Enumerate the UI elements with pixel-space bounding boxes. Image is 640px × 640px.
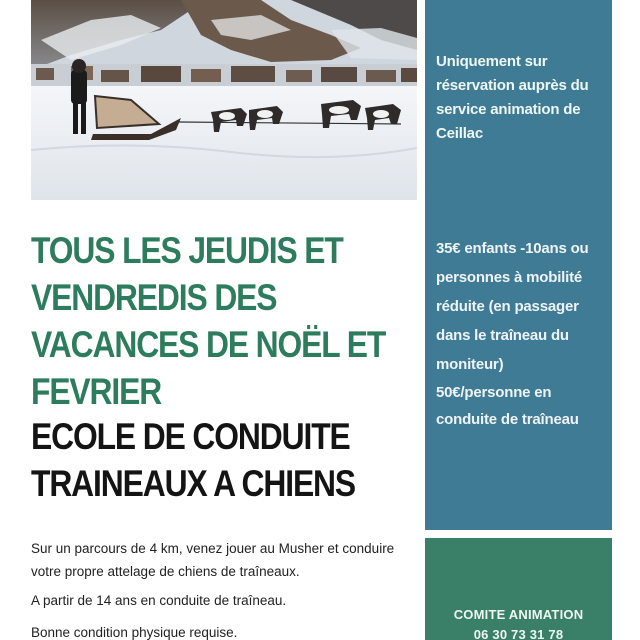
contact-phone: 06 30 73 31 78 [473,627,564,640]
fitness-paragraph: Bonne condition physique requise. [31,625,238,640]
age-paragraph: A partir de 14 ans en conduite de traîneau. [31,593,287,608]
headline-line: VACANCES DE NOËL ET [31,324,386,365]
pricing-adult: 50€/personne en conduite de traîneau [436,384,579,428]
headline-line: VENDREDIS DES [31,277,277,318]
sled-dogs-illustration [31,0,417,200]
sled-dog-photo [31,0,417,200]
headline-line: TOUS LES JEUDIS ET [31,230,343,271]
headline-dates [31,227,386,415]
contact-title: COMITE ANIMATION [453,607,584,622]
title-line: ECOLE DE CONDUITE [31,416,350,457]
headline-title [31,413,368,507]
pricing-text [436,234,606,433]
pricing-children: 35€ enfants -10ans ou personnes à mobilité réduite (en passager dans le traîneau du moniteur) [436,240,589,373]
intro-paragraph: Sur un parcours de 4 km, venez jouer au Musher et conduire votre propre attelage de chiens de traîneaux. [31,541,395,579]
title-line: TRAINEAUX A CHIENS [31,463,356,504]
reservation-text: Uniquement sur réservation auprès du service animation de Ceillac [436,53,589,142]
contact-panel [425,538,612,640]
headline-line: FEVRIER [31,371,162,412]
